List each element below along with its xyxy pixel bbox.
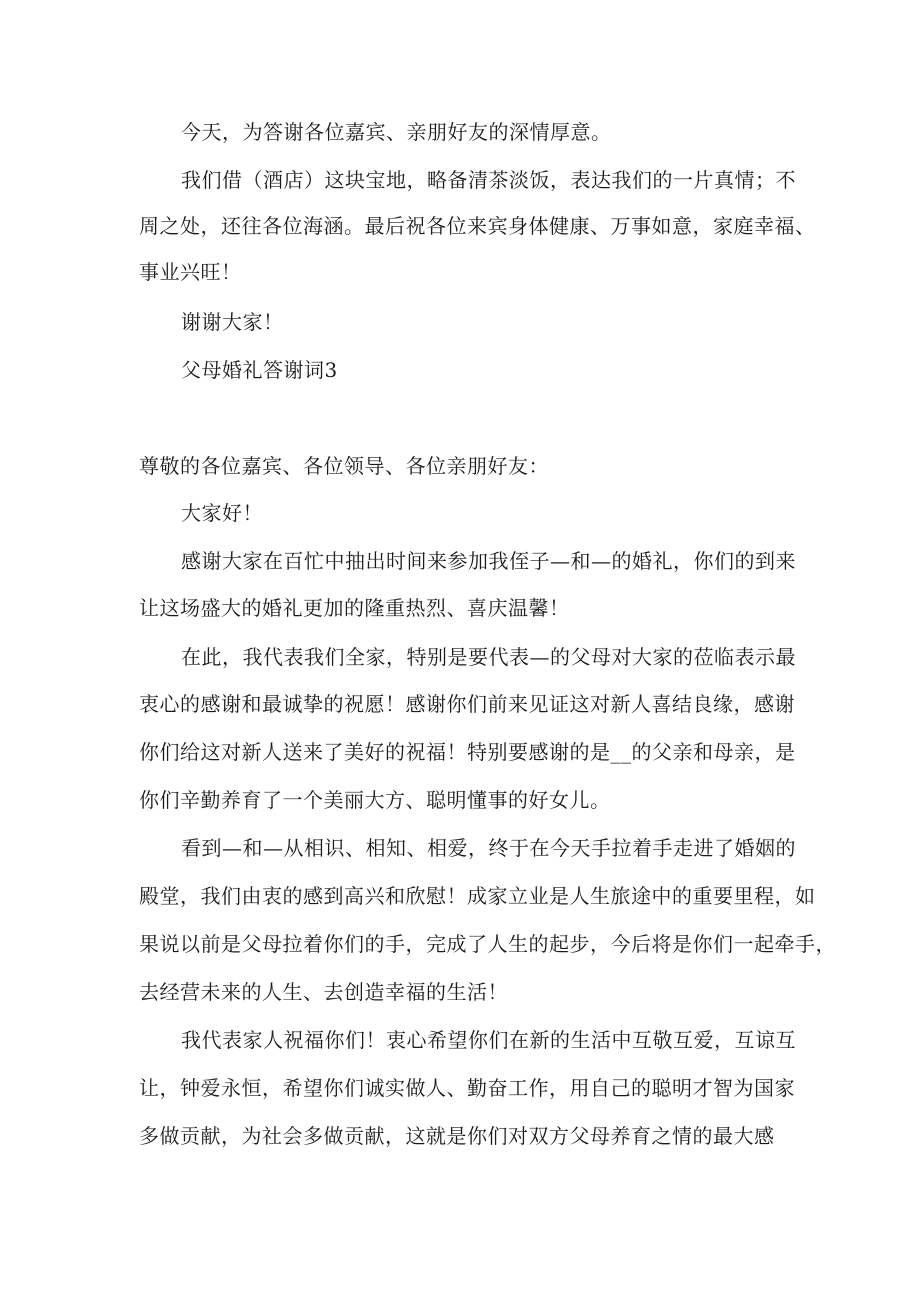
text-line: 去经营未来的人生、去创造幸福的生活！: [139, 980, 508, 1004]
text-line: 谢谢大家！: [181, 310, 284, 334]
section-heading: 父母婚礼答谢词3: [181, 358, 338, 382]
text-line: 我们借（酒店）这块宝地，略备清茶淡饭，表达我们的一片真情；不: [181, 168, 796, 192]
text-line: 多做贡献，为社会多做贡献，这就是你们对双方父母养育之情的最大感: [139, 1124, 775, 1148]
text-line: 殿堂，我们由衷的感到高兴和欣慰！成家立业是人生旅途中的重要里程，如: [139, 884, 816, 908]
text-line: 在此，我代表我们全家，特别是要代表—的父母对大家的莅临表示最: [181, 645, 796, 669]
greeting: 大家好！: [181, 501, 263, 525]
text-line: 你们给这对新人送来了美好的祝福！特别要感谢的是__的父亲和母亲，是: [139, 740, 796, 764]
salutation: 尊敬的各位嘉宾、各位领导、各位亲朋好友：: [139, 454, 549, 478]
text-line: 让这场盛大的婚礼更加的隆重热烈、喜庆温馨！: [139, 596, 570, 620]
text-line: 今天，为答谢各位嘉宾、亲朋好友的深情厚意。: [181, 120, 612, 144]
text-line: 我代表家人祝福你们！衷心希望你们在新的生活中互敬互爱，互谅互: [181, 1028, 796, 1052]
text-line: 周之处，还往各位海涵。最后祝各位来宾身体健康、万事如意，家庭幸福、: [139, 214, 816, 238]
text-line: 让，钟爱永恒，希望你们诚实做人、勤奋工作，用自己的聪明才智为国家: [139, 1076, 795, 1100]
text-line: 感谢大家在百忙中抽出时间来参加我侄子—和—的婚礼，你们的到来: [181, 549, 796, 573]
text-line: 事业兴旺！: [139, 260, 242, 284]
text-line: 果说以前是父母拉着你们的手，完成了人生的起步，今后将是你们一起牵手，: [139, 932, 836, 956]
text-line: 衷心的感谢和最诚挚的祝愿！感谢你们前来见证这对新人喜结良缘，感谢: [139, 692, 795, 716]
text-line: 你们辛勤养育了一个美丽大方、聪明懂事的好女儿。: [139, 788, 611, 812]
text-line: 看到—和—从相识、相知、相爱，终于在今天手拉着手走进了婚姻的: [181, 836, 796, 860]
